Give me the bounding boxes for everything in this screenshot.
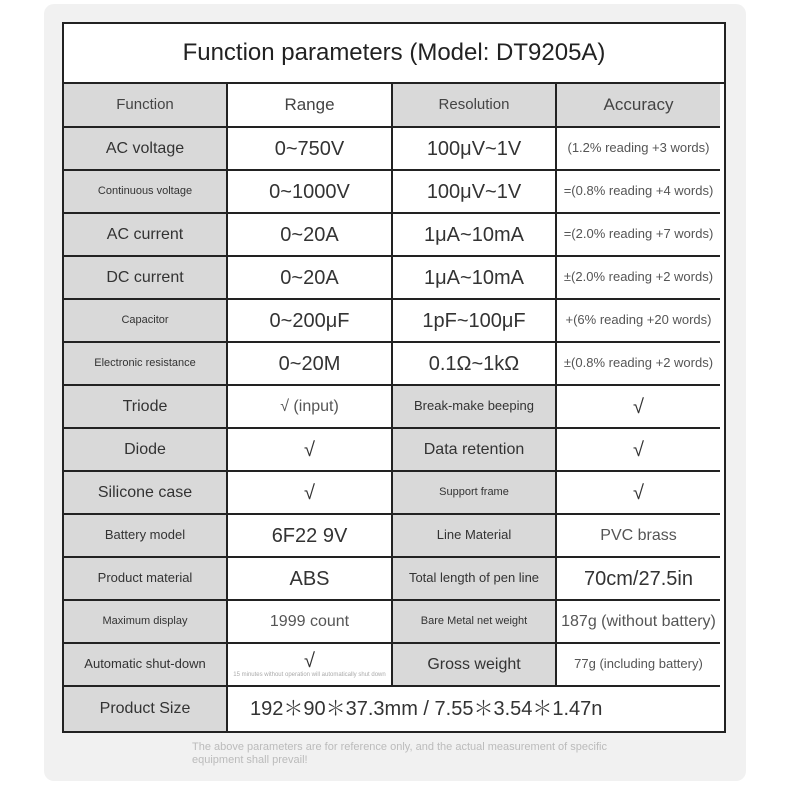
feature-value: 187g (without battery) [557,601,720,644]
product-size-row [64,687,724,731]
feature-value: 6F22 9V [228,515,393,558]
header-function: Function [64,84,228,128]
function-cell: DC current [64,257,228,300]
resolution-cell: 1pF~100μF [393,300,557,343]
feature-value: 1999 count [228,601,393,644]
feature-label: Product material [64,558,228,601]
accuracy-cell: ±(0.8% reading +2 words) [557,343,720,386]
product-size-value: 192＊90＊37.3mm / 7.55＊3.54＊1.47n [250,698,603,720]
range-cell: 0~750V [228,128,393,171]
feature-label: Silicone case [64,472,228,515]
parameters-table [62,22,726,733]
feature-label: Triode [64,386,228,429]
footer-note: The above parameters are for reference only, and the actual measurement of specific equipment shall prevail! [192,741,607,766]
auto-shutdown-note: 15 minutes without operation will automatically shut down [233,672,386,679]
feature-value: √ [557,386,720,429]
feature-value-cell [228,644,393,687]
product-size-label: Product Size [64,687,228,731]
accuracy-cell: =(0.8% reading +4 words) [557,171,720,214]
feature-label: Total length of pen line [393,558,557,601]
accuracy-cell: ±(2.0% reading +2 words) [557,257,720,300]
feature-label: Automatic shut-down [64,644,228,687]
feature-label: Gross weight [393,644,557,687]
range-cell: 0~20M [228,343,393,386]
feature-label: Battery model [64,515,228,558]
feature-value: √ [557,472,720,515]
feature-label: Maximum display [64,601,228,644]
range-cell: 0~20A [228,214,393,257]
feature-label: Bare Metal net weight [393,601,557,644]
range-cell: 0~1000V [228,171,393,214]
range-cell: 0~20A [228,257,393,300]
feature-label: Break-make beeping [393,386,557,429]
feature-value: √ [228,429,393,472]
function-cell: AC current [64,214,228,257]
resolution-cell: 100μV~1V [393,128,557,171]
feature-value: √ [228,472,393,515]
feature-label: Line Material [393,515,557,558]
function-cell: Capacitor [64,300,228,343]
feature-label: Data retention [393,429,557,472]
function-cell: Electronic resistance [64,343,228,386]
feature-label: Diode [64,429,228,472]
feature-label: Support frame [393,472,557,515]
feature-value: ABS [228,558,393,601]
resolution-cell: 1μA~10mA [393,257,557,300]
header-accuracy: Accuracy [557,84,720,128]
feature-value: 70cm/27.5in [557,558,720,601]
function-cell: AC voltage [64,128,228,171]
feature-value: 77g (including battery) [557,644,720,687]
accuracy-cell: +(6% reading +20 words) [557,300,720,343]
resolution-cell: 1μA~10mA [393,214,557,257]
accuracy-cell: =(2.0% reading +7 words) [557,214,720,257]
feature-value: √ [304,650,315,673]
feature-value: √ [557,429,720,472]
feature-value: PVC brass [557,515,720,558]
range-cell: 0~200μF [228,300,393,343]
header-resolution: Resolution [393,84,557,128]
table-title: Function parameters (Model: DT9205A) [64,24,724,84]
resolution-cell: 100μV~1V [393,171,557,214]
feature-value: √ (input) [228,386,393,429]
function-cell: Continuous voltage [64,171,228,214]
header-range: Range [228,84,393,128]
accuracy-cell: (1.2% reading +3 words) [557,128,720,171]
table-grid [64,84,724,687]
resolution-cell: 0.1Ω~1kΩ [393,343,557,386]
